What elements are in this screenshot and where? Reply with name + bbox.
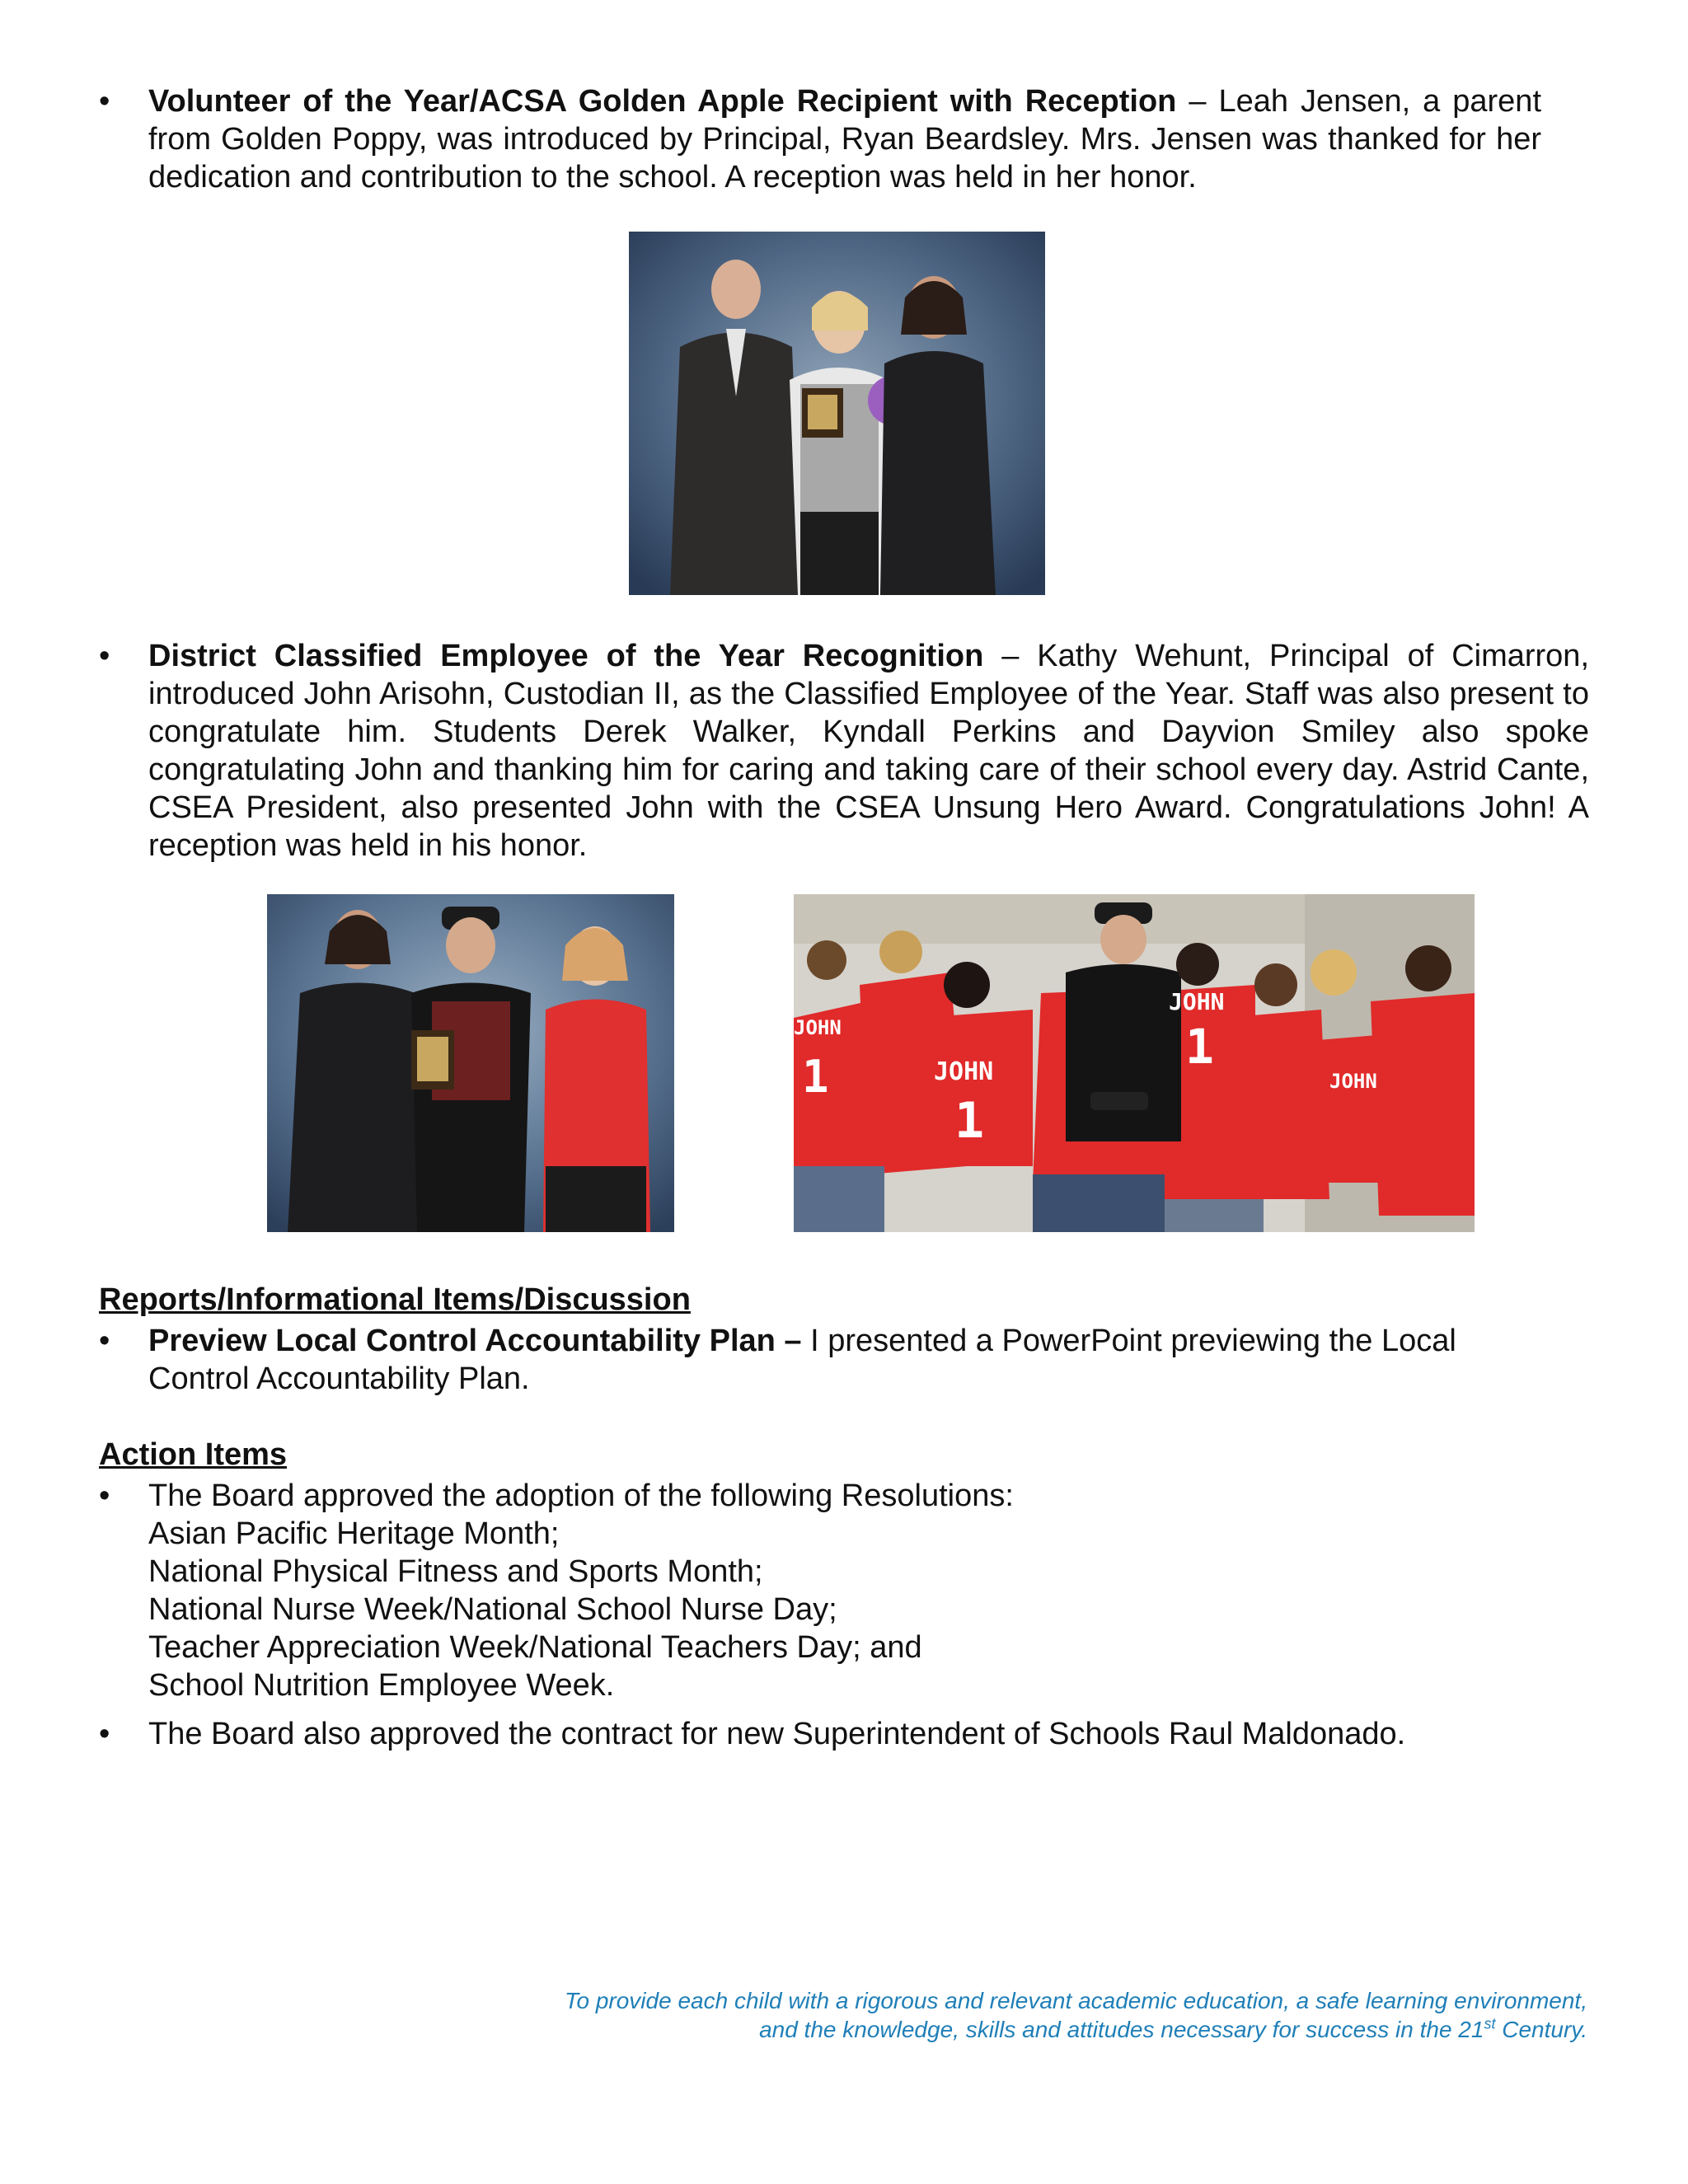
bullet-preview-lcap (99, 1322, 1541, 1398)
shirt-number-label: 1 (802, 1051, 829, 1103)
bullet-marker: • (99, 639, 110, 673)
resolution-item: School Nutrition Employee Week. (148, 1668, 615, 1703)
photo-john-with-award (267, 894, 674, 1232)
bullet-body: – Kathy Wehunt, Principal of Cimarron, introduced John Arisohn, Custodian II, as the Classified Employee of the Year. Staff was also present to congratulate him. Students Derek Walker, Kyndall Perkins and Dayvion Smiley also spoke congratulating John and thanking him for caring and taking care of their school every day. Astrid Cante, CSEA President, also presented John with the CSEA Unsung Hero Award. Congratulations John! A reception was held in his honor. (148, 639, 1589, 863)
photo-volunteer-recipient (629, 232, 1045, 595)
bullet-superintendent-contract (99, 1715, 1589, 1753)
bullet-marker: • (99, 1479, 110, 1513)
bullet-title: Volunteer of the Year/ACSA Golden Apple Recipient with Reception (148, 84, 1177, 119)
bullet-title: Preview Local Control Accountability Plan – (148, 1324, 802, 1358)
bullet-marker: • (99, 84, 110, 119)
bullet-text (148, 82, 1541, 196)
bullet-text (148, 1322, 1541, 1398)
bullet-marker: • (99, 1324, 110, 1358)
bullet-text: The Board also approved the contract for new Superintendent of Schools Raul Maldonado. (148, 1717, 1406, 1751)
photo-students-in-john-shirts (794, 894, 1475, 1232)
footer-superscript: st (1484, 2015, 1496, 2032)
shirt-name-label: JOHN (934, 1057, 994, 1086)
footer-mission-statement (269, 1986, 1587, 2044)
shirt-number-label: 1 (1185, 1019, 1214, 1075)
bullet-body: – Leah Jensen, a parent from Golden Poppy, was introduced by Principal, Ryan Beardsley. Mrs. Jensen was thanked for her dedication and contribution to the school. A reception was held in her honor. (148, 84, 1542, 194)
footer-line-2 (269, 2015, 1587, 2044)
bullet-body: I presented a PowerPoint previewing the Local Control Accountability Plan. (148, 1324, 1456, 1396)
bullet-title: District Classified Employee of the Year Recognition (148, 639, 984, 673)
shirt-name-label: JOHN (794, 1016, 842, 1039)
bullet-classified-employee (99, 637, 1589, 865)
section-heading-action-items: Action Items (99, 1437, 288, 1472)
resolutions-list (148, 1477, 1589, 1704)
bullet-volunteer-of-year (99, 82, 1541, 196)
footer-line-2-end: Century. (1495, 2017, 1587, 2042)
resolution-item: Teacher Appreciation Week/National Teachers Day; and (148, 1630, 922, 1665)
shirt-name-label: JOHN (1329, 1070, 1377, 1093)
resolution-item: Asian Pacific Heritage Month; (148, 1516, 560, 1551)
bullet-marker: • (99, 1717, 110, 1751)
resolution-item: National Physical Fitness and Sports Month; (148, 1554, 763, 1589)
bullet-text (148, 637, 1589, 865)
shirt-number-label: 1 (954, 1092, 985, 1150)
footer-line-2-text: and the knowledge, skills and attitudes necessary for success in the 21 (759, 2017, 1484, 2042)
section-heading-reports: Reports/Informational Items/Discussion (99, 1282, 691, 1317)
bullet-resolutions (99, 1477, 1589, 1704)
resolution-item: National Nurse Week/National School Nurse Day; (148, 1592, 837, 1627)
resolutions-intro: The Board approved the adoption of the following Resolutions: (148, 1479, 1014, 1513)
footer-line-1: To provide each child with a rigorous and relevant academic education, a safe learning environment, (564, 1988, 1587, 2013)
shirt-name-label: JOHN (1169, 988, 1225, 1015)
